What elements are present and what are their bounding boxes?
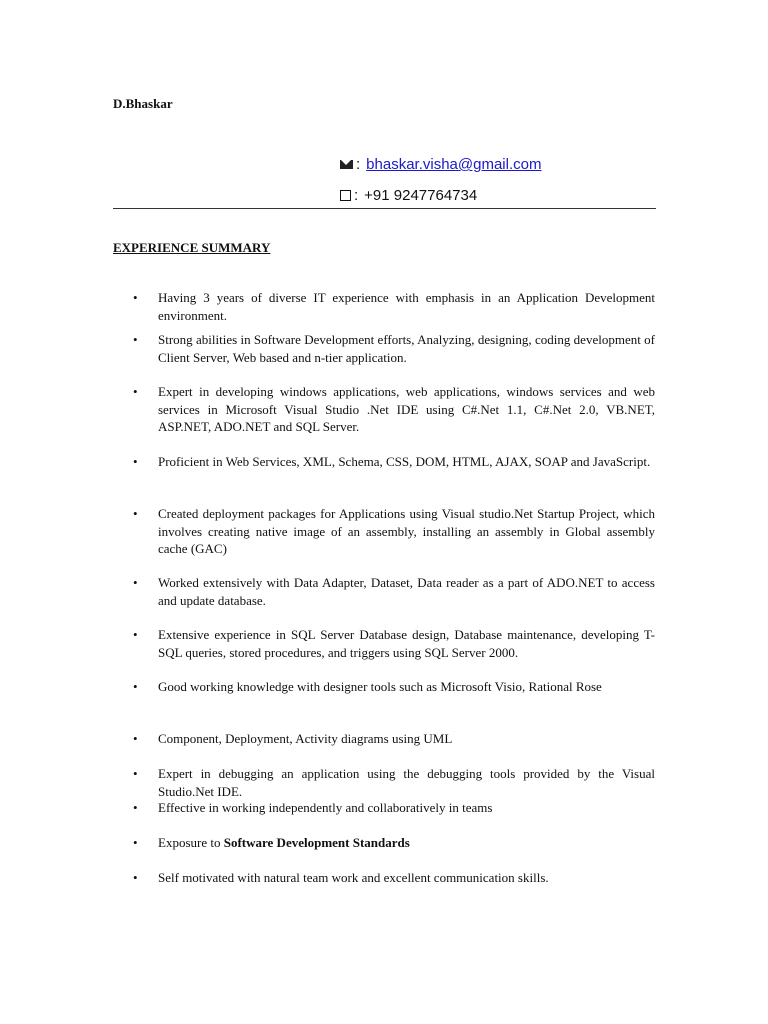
bullet-marker: • xyxy=(133,290,138,305)
list-item-text: Self motivated with natural team work and excellent communication skills. xyxy=(158,870,549,885)
list-item xyxy=(133,331,655,366)
bullet-marker: • xyxy=(133,835,138,850)
bullet-marker: • xyxy=(133,575,138,590)
bullet-marker: • xyxy=(133,679,138,694)
phone-icon xyxy=(340,190,351,201)
list-item xyxy=(133,834,655,852)
list-item xyxy=(133,765,655,800)
list-item-text: Effective in working independently and collaboratively in teams xyxy=(158,800,493,815)
phone-line xyxy=(340,187,477,204)
section-heading: EXPERIENCE SUMMARY xyxy=(113,240,271,255)
list-item xyxy=(133,574,655,609)
list-item xyxy=(133,289,655,324)
bullet-marker: • xyxy=(133,870,138,885)
envelope-icon xyxy=(340,160,353,169)
header-divider xyxy=(113,208,656,209)
email-line xyxy=(340,156,541,173)
list-item xyxy=(133,383,655,436)
bullet-marker: • xyxy=(133,454,138,469)
list-item-text: Component, Deployment, Activity diagrams using UML xyxy=(158,731,453,746)
list-item xyxy=(133,799,655,817)
bullet-marker: • xyxy=(133,627,138,642)
bullet-marker: • xyxy=(133,800,138,815)
list-item-text: Strong abilities in Software Development efforts, Analyzing, designing, coding development of Client Server, Web based and n-tier application. xyxy=(158,332,655,365)
bullet-marker: • xyxy=(133,384,138,399)
phone-separator: : xyxy=(354,187,359,204)
email-link[interactable]: bhaskar.visha@gmail.com xyxy=(366,156,542,173)
list-item-text: Good working knowledge with designer tools such as Microsoft Visio, Rational Rose xyxy=(158,679,602,694)
bullet-marker: • xyxy=(133,332,138,347)
list-item-text: Extensive experience in SQL Server Database design, Database maintenance, developing T-SQL queries, stored procedures, and triggers using SQL Server 2000. xyxy=(158,627,655,660)
list-item-text: Proficient in Web Services, XML, Schema, CSS, DOM, HTML, AJAX, SOAP and JavaScript. xyxy=(158,454,651,469)
list-item-text: Worked extensively with Data Adapter, Dataset, Data reader as a part of ADO.NET to access and update database. xyxy=(158,575,655,608)
bullet-marker: • xyxy=(133,731,138,746)
list-item-text: Expert in debugging an application using the debugging tools provided by the Visual Studio.Net IDE. xyxy=(158,766,655,799)
list-item xyxy=(133,453,655,471)
list-item xyxy=(133,678,655,696)
candidate-name: D.Bhaskar xyxy=(113,96,173,111)
email-separator: : xyxy=(356,156,361,173)
list-item-text: Expert in developing windows applications, web applications, windows services and web services in Microsoft Visual Studio .Net IDE using C#.Net 1.1, C#.Net 2.0, VB.NET, ASP.NET, ADO.NET and SQL Server. xyxy=(158,384,655,434)
list-item xyxy=(133,730,655,748)
list-item-text: Having 3 years of diverse IT experience with emphasis in an Application Development environment. xyxy=(158,290,655,323)
exposure-standards: Software Development Standards xyxy=(223,835,410,850)
list-item xyxy=(133,869,655,887)
list-item xyxy=(133,505,655,558)
phone-number: +91 9247764734 xyxy=(364,187,478,204)
exposure-prefix: Exposure to xyxy=(158,835,224,850)
bullet-marker: • xyxy=(133,506,138,521)
list-item-text: Created deployment packages for Applications using Visual studio.Net Startup Project, which involves creating native image of an assembly, installing an assembly in Global assembly cache (GAC) xyxy=(158,506,655,556)
list-item xyxy=(133,626,655,661)
bullet-marker: • xyxy=(133,766,138,781)
